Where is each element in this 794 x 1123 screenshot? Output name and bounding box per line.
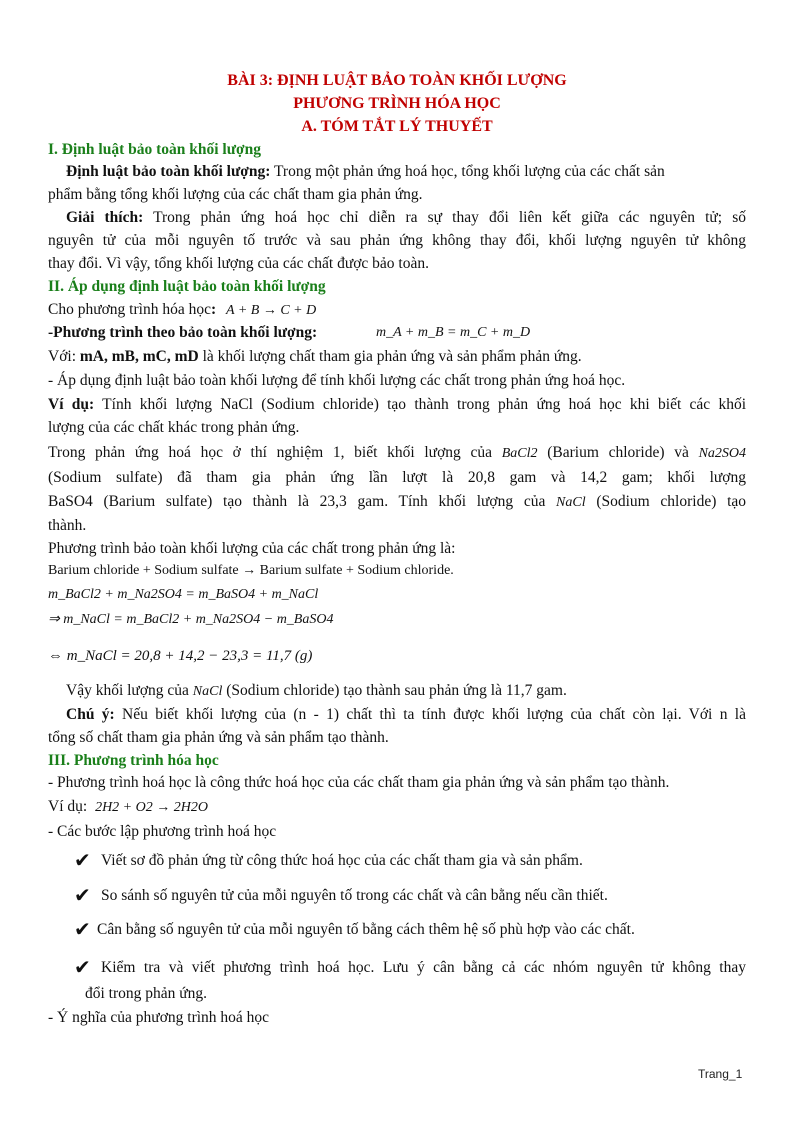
conservation-line: Phương trình bảo toàn khối lượng của các chất trong phản ứng là: bbox=[48, 540, 456, 557]
example-line2: lượng của các chất khác trong phản ứng. bbox=[48, 419, 300, 436]
step-3: Cân bằng số nguyên tử của mỗi nguyên tố bằng cách thêm hệ số phù hợp vào các chất. bbox=[97, 921, 635, 938]
check-icon: ✔ bbox=[74, 848, 91, 872]
step-2: So sánh số nguyên tử của mỗi nguyên tố trong các chất và cân bằng nếu cần thiết. bbox=[101, 887, 608, 904]
calc-step2: ⇒ m_NaCl = m_BaCl2 + m_Na2SO4 − m_BaSO4 bbox=[48, 612, 334, 627]
experiment-line2: (Sodium sulfate) đã tham gia phản ứng lần lượt là 20,8 gam và 14,2 gam; khối lượng bbox=[48, 469, 746, 486]
section-heading-3: III. Phương trình hóa học bbox=[48, 752, 219, 769]
lesson-title: BÀI 3: ĐỊNH LUẬT BẢO TOÀN KHỐI LƯỢNG bbox=[227, 72, 567, 89]
experiment-line4: thành. bbox=[48, 517, 87, 534]
example-line1: Ví dụ: Tính khối lượng NaCl (Sodium chloride) tạo thành trong phản ứng hoá học khi biết các khối bbox=[48, 396, 747, 413]
formula-nacl-result: NaCl bbox=[192, 684, 223, 699]
general-equation-line: Cho phương trình hóa học: A + B → C + D bbox=[48, 301, 317, 318]
word-equation: Barium chloride + Sodium sulfate → Barium sulfate + Sodium chloride. bbox=[48, 563, 454, 578]
example-label: Ví dụ: bbox=[48, 396, 95, 413]
step-1: Viết sơ đồ phản ứng từ công thức hoá học của các chất tham gia và sản phẩm. bbox=[101, 852, 583, 869]
note-line2: tổng số chất tham gia phản ứng và sản phẩm tạo thành. bbox=[48, 729, 389, 746]
formula-bacl2: BaCl2 bbox=[501, 446, 538, 461]
steps-heading: - Các bước lập phương trình hoá học bbox=[48, 823, 277, 840]
mass-equation: m_A + m_B = m_C + m_D bbox=[376, 325, 531, 340]
mass-equation-label: -Phương trình theo bảo toàn khối lượng: bbox=[48, 324, 318, 341]
section-heading-1: I. Định luật bảo toàn khối lượng bbox=[48, 141, 261, 158]
equation-definition: - Phương trình hoá học là công thức hoá học của các chất tham gia phản ứng và sản phẩm tạo thành. bbox=[48, 774, 670, 791]
apply-line: - Áp dụng định luật bảo toàn khối lượng để tính khối lượng các chất trong phản ứng hoá học. bbox=[48, 372, 626, 389]
formula-na2so4: Na2SO4 bbox=[698, 446, 747, 461]
step-4-line1: Kiểm tra và viết phương trình hoá học. Lưu ý cân bằng cả các nhóm nguyên tử không thay bbox=[101, 959, 746, 976]
note-label: Chú ý: bbox=[66, 706, 115, 723]
formula-nacl: NaCl bbox=[556, 495, 586, 510]
water-equation: 2H2 + O2 → 2H2O bbox=[95, 800, 208, 815]
explain-paragraph-line1: Giải thích: Trong phản ứng hoá học chỉ diễn ra sự thay đổi liên kết giữa các nguyên tử; số bbox=[66, 209, 746, 226]
check-icon: ✔ bbox=[74, 917, 91, 941]
check-icon: ✔ bbox=[74, 883, 91, 907]
law-paragraph-line2: phẩm bằng tổng khối lượng của các chất tham gia phản ứng. bbox=[48, 186, 423, 203]
calc-step3: ⇔ m_NaCl = 20,8 + 14,2 − 23,3 = 11,7 (g) bbox=[48, 648, 313, 664]
variables-line: Với: mA, mB, mC, mD là khối lượng chất tham gia phản ứng và sản phẩm phản ứng. bbox=[48, 348, 582, 365]
note-line1: Chú ý: Nếu biết khối lượng của (n - 1) chất thì ta tính được khối lượng của chất còn lại. Với n là bbox=[66, 706, 746, 723]
equation-example-line: Ví dụ: 2H2 + O2 → 2H2O bbox=[48, 798, 208, 815]
mass-equation-line bbox=[48, 322, 746, 344]
lesson-subtitle: PHƯƠNG TRÌNH HÓA HỌC bbox=[293, 95, 501, 112]
explain-paragraph-line2: nguyên tử của mỗi nguyên tố trước và sau phản ứng không thay đổi, khối lượng nguyên tử không bbox=[48, 232, 746, 249]
check-icon: ✔ bbox=[74, 955, 91, 979]
general-equation: A + B → C + D bbox=[226, 303, 317, 318]
step-4-line2: đổi trong phản ứng. bbox=[85, 985, 208, 1002]
meaning-heading: - Ý nghĩa của phương trình hoá học bbox=[48, 1009, 270, 1026]
summary-heading: A. TÓM TẮT LÝ THUYẾT bbox=[301, 118, 493, 135]
result-line: Vậy khối lượng của NaCl (Sodium chloride) tạo thành sau phản ứng là 11,7 gam. bbox=[66, 682, 567, 699]
section-heading-2: II. Áp dụng định luật bảo toàn khối lượng bbox=[48, 278, 326, 295]
page-number: Trang_1 bbox=[698, 1067, 743, 1081]
experiment-line3: BaSO4 (Barium sulfate) tạo thành là 23,3 gam. Tính khối lượng của NaCl (Sodium chloride) tạo bbox=[48, 493, 747, 510]
experiment-line1: Trong phản ứng hoá học ở thí nghiệm 1, biết khối lượng của BaCl2 (Barium chloride) và Na2SO4 bbox=[48, 444, 747, 461]
calc-step1: m_BaCl2 + m_Na2SO4 = m_BaSO4 + m_NaCl bbox=[48, 587, 319, 602]
law-term: Định luật bảo toàn khối lượng: bbox=[66, 163, 271, 180]
explain-paragraph-line3: thay đổi. Vì vậy, tổng khối lượng của các chất được bảo toàn. bbox=[48, 255, 429, 272]
law-paragraph-line1: Định luật bảo toàn khối lượng: Trong một phản ứng hoá học, tổng khối lượng của các chất sản bbox=[66, 163, 665, 180]
explain-term: Giải thích: bbox=[66, 209, 144, 226]
